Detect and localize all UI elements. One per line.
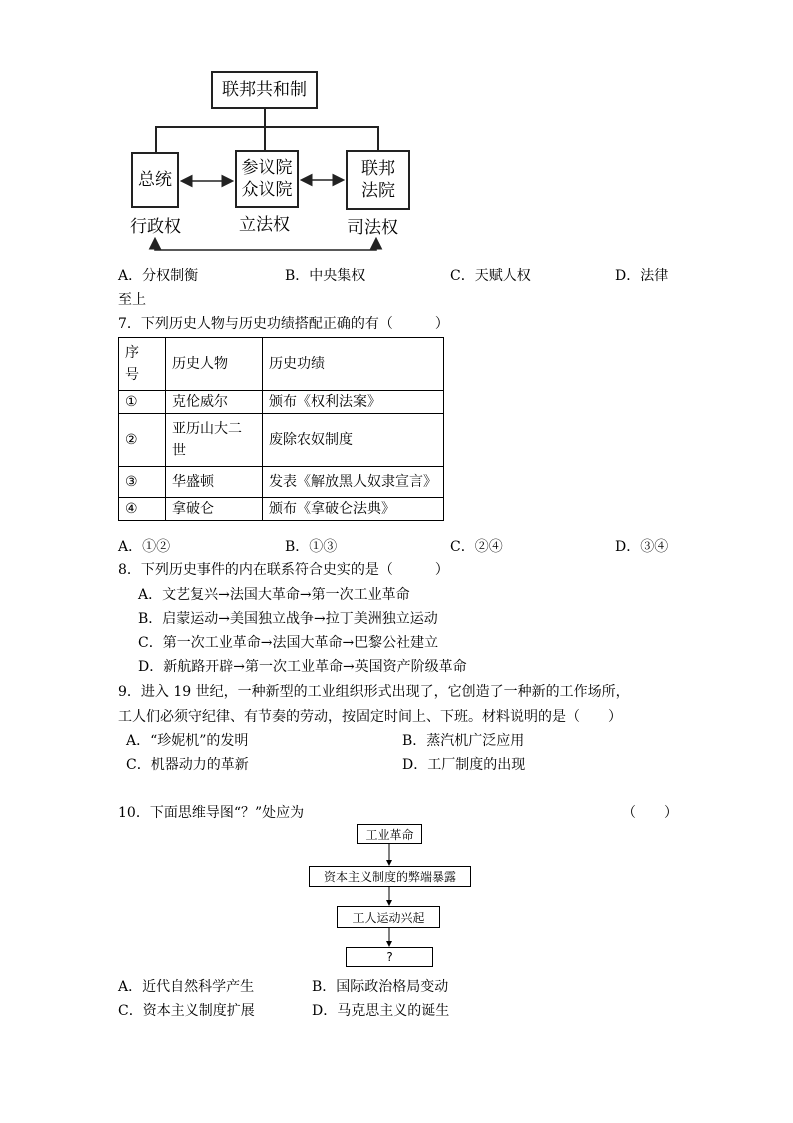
q6-option-d-cont: 至上 <box>118 292 146 308</box>
q10-option-a: A．近代自然科学产生 <box>118 979 255 995</box>
header-cell-achievement: 历史功绩 <box>263 338 444 391</box>
q8-option-a: A．文艺复兴→法国大革命→第一次工业革命 <box>138 587 410 603</box>
cell-achievement: 废除农奴制度 <box>263 414 444 467</box>
flow-box-workers-movement: 工人运动兴起 <box>337 906 440 928</box>
flow-box-capitalism-flaws: 资本主义制度的弊端暴露 <box>309 866 471 887</box>
flow-arrows <box>0 820 793 970</box>
cell-achievement: 颁布《拿破仑法典》 <box>263 498 444 521</box>
cell-index: ③ <box>119 467 166 498</box>
q7-option-d: D．③④ <box>615 539 669 555</box>
arrow-bottom-loop <box>155 240 376 250</box>
cell-person: 华盛顿 <box>166 467 263 498</box>
table-row <box>119 414 444 467</box>
q7-option-b: B．①③ <box>285 539 338 555</box>
q6-option-a: A．分权制衡 <box>118 268 199 284</box>
cell-achievement: 发表《解放黑人奴隶宣言》 <box>263 467 444 498</box>
table-row <box>119 467 444 498</box>
box-court-line1: 联邦 <box>361 159 395 179</box>
q8-stem: 8．下列历史事件的内在联系符合史实的是（ ） <box>118 562 449 578</box>
cell-person: 亚历山大二世 <box>166 414 263 467</box>
q7-option-a: A．①② <box>118 539 171 555</box>
label-legislative: 立法权 <box>239 215 290 235</box>
cell-person: 克伦威尔 <box>166 391 263 414</box>
q9-option-d: D．工厂制度的出现 <box>402 757 526 773</box>
q10-option-b: B．国际政治格局变动 <box>312 979 449 995</box>
box-federal-republic-text: 联邦共和制 <box>222 80 307 100</box>
q9-option-a: A．“珍妮机”的发明 <box>126 733 249 749</box>
box-court-line2: 法院 <box>361 181 395 201</box>
q7-table <box>118 337 444 521</box>
cell-achievement: 颁布《权利法案》 <box>263 391 444 414</box>
q8-option-d: D．新航路开辟→第一次工业革命→英国资产阶级革命 <box>138 659 467 675</box>
q9-option-c: C．机器动力的革新 <box>126 757 249 773</box>
q9-line2: 工人们必须守纪律、有节奏的劳动，按固定时间上、下班。材料说明的是（ ） <box>118 709 622 725</box>
q8-option-c: C．第一次工业革命→法国大革命→巴黎公社建立 <box>138 635 439 651</box>
q9-option-b: B．蒸汽机广泛应用 <box>402 733 525 749</box>
label-judicial: 司法权 <box>347 218 398 238</box>
q7-option-c: C．②④ <box>450 539 503 555</box>
header-cell-person: 历史人物 <box>166 338 263 391</box>
q10-answer-paren: （ ） <box>622 805 678 821</box>
flow-box-question: ? <box>346 947 433 967</box>
q10-option-d: D．马克思主义的诞生 <box>312 1003 450 1019</box>
table-row <box>119 391 444 414</box>
table-row <box>119 498 444 521</box>
box-congress-line1: 参议院 <box>241 158 293 178</box>
cell-index: ① <box>119 391 166 414</box>
q7-stem: 7．下列历史人物与历史功绩搭配正确的有（ ） <box>118 316 449 332</box>
q10-stem: 10．下面思维导图“？”处应为 <box>118 805 305 821</box>
q6-option-d: D．法律 <box>615 268 669 284</box>
q6-option-b: B．中央集权 <box>285 268 366 284</box>
q10-option-c: C．资本主义制度扩展 <box>118 1003 255 1019</box>
label-executive: 行政权 <box>130 217 181 237</box>
cell-person: 拿破仑 <box>166 498 263 521</box>
header-cell-index: 序号 <box>119 338 166 391</box>
cell-index: ② <box>119 414 166 467</box>
box-president-text: 总统 <box>138 170 172 190</box>
flow-box-industrial-revolution: 工业革命 <box>357 824 422 844</box>
q6-option-c: C．天赋人权 <box>450 268 531 284</box>
q8-option-b: B．启蒙运动→美国独立战争→拉丁美洲独立运动 <box>138 611 438 627</box>
box-congress-line2: 众议院 <box>241 180 293 200</box>
cell-index: ④ <box>119 498 166 521</box>
table-header-row <box>119 338 444 391</box>
q9-line1: 9．进入 19 世纪，一种新型的工业组织形式出现了，它创造了一种新的工作场所， <box>118 684 630 700</box>
